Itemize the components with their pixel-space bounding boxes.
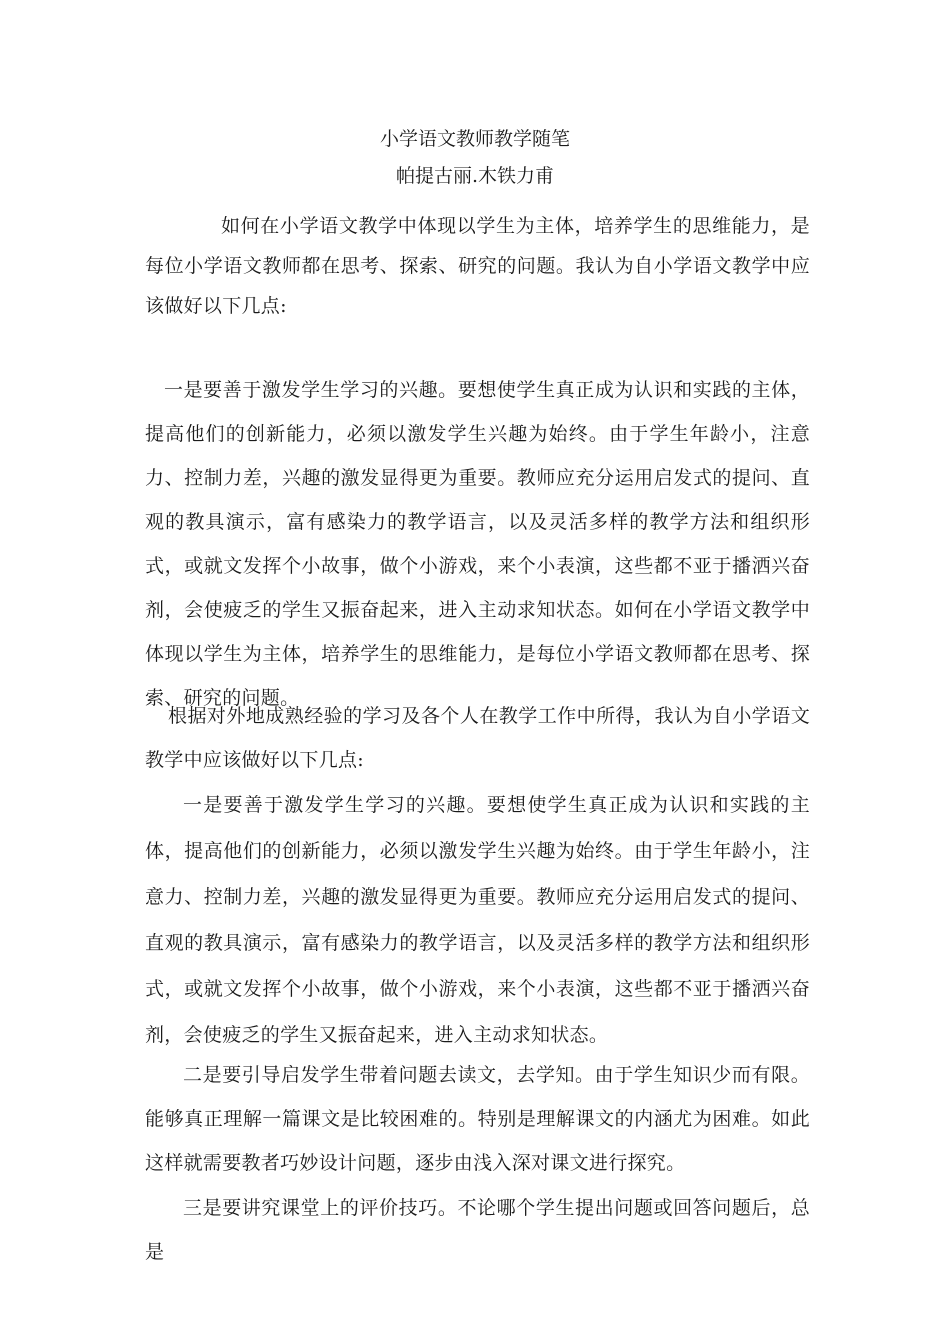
paragraph-point-one: 一是要善于激发学生学习的兴趣。要想使学生真正成为认识和实践的主体，提高他们的创新能力，必须以激发学生兴趣为始终。由于学生年龄小，注意力、控制力差，兴趣的激发显得更为重要。教师应充分运用启发式的提问、直观的教具演示，富有感染力的教学语言，以及灵活多样的教学方法和组织形式，或就文发挥个小故事，做个小游戏，来个小表演，这些都不亚于播洒兴奋剂，会使疲乏的学生又振奋起来，进入主动求知状态。如何在小学语文教学中体现以学生为主体，培养学生的思维能力，是每位小学语文教师都在思考、探索、研究的问题。	[145, 379, 810, 709]
paragraph-point-three: 三是要讲究课堂上的评价技巧。不论哪个学生提出问题或回答问题后，总是	[145, 1197, 810, 1263]
paragraph-intro: 如何在小学语文教学中体现以学生为主体，培养学生的思维能力，是每位小学语文教师都在思考、探索、研究的问题。我认为自小学语文教学中应该做好以下几点:	[145, 215, 810, 317]
paragraph-point-two: 二是要引导启发学生带着问题去读文，去学知。由于学生知识少而有限。能够真正理解一篇课文是比较困难的。特别是理解课文的内涵尤为困难。如此这样就需要教者巧妙设计问题，逐步由浅入深对课文进行探究。	[145, 1064, 810, 1174]
paragraph-point-one-repeat: 一是要善于激发学生学习的兴趣。要想使学生真正成为认识和实践的主体，提高他们的创新能力，必须以激发学生兴趣为始终。由于学生年龄小，注意力、控制力差，兴趣的激发显得更为重要。教师应充分运用启发式的提问、直观的教具演示，富有感染力的教学语言，以及灵活多样的教学方法和组织形式，或就文发挥个小故事，做个小游戏，来个小表演，这些都不亚于播洒兴奋剂，会使疲乏的学生又振奋起来，进入主动求知状态。	[145, 794, 810, 1046]
paragraph-basis: 根据对外地成熟经验的学习及各个人在教学工作中所得，我认为自小学语文教学中应该做好以下几点:	[145, 705, 810, 771]
document-author: 帕提古丽.木铁力甫	[395, 165, 555, 187]
document-title: 小学语文教师教学随笔	[379, 128, 570, 150]
